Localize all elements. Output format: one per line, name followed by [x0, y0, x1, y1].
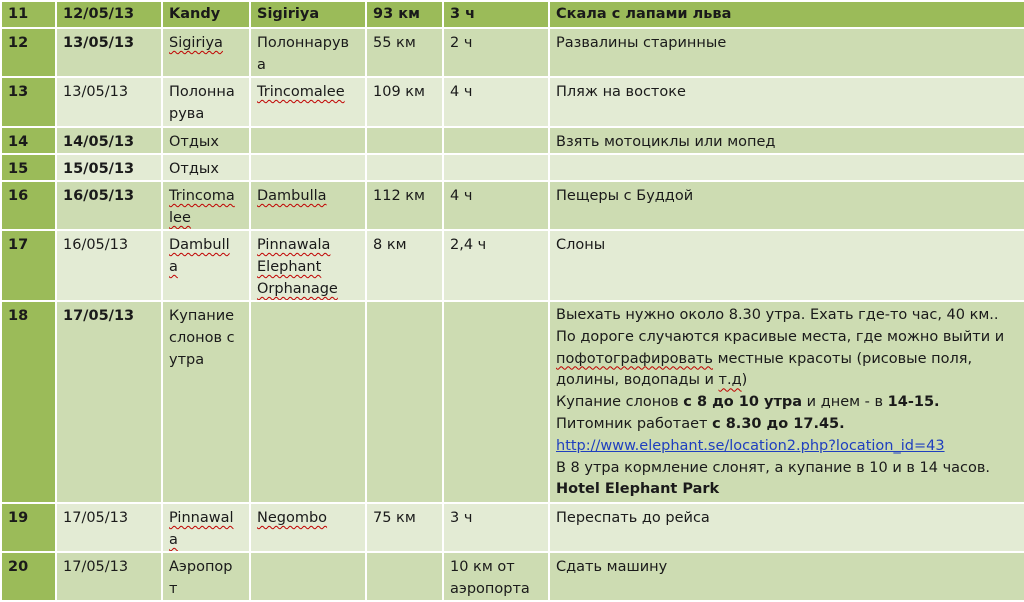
from-cell [162, 28, 250, 77]
row-number: 11 [1, 1, 56, 28]
note-line: В 8 утра кормление слонят, а купание в 10 и в 14 часов. [556, 459, 991, 476]
row-number: 20 [1, 552, 56, 601]
from-cell: Отдых [162, 154, 250, 181]
date-cell: 15/05/13 [56, 154, 162, 181]
hotel-name: Hotel Elephant Park [556, 481, 720, 498]
table-header-row [1, 1, 1024, 28]
table-row [1, 154, 1024, 181]
note-line [556, 392, 1018, 414]
note-cell: Переспать до рейса [549, 503, 1024, 552]
to-text: Trincomalee [257, 84, 345, 100]
note-line: Выехать нужно около 8.30 утра. Ехать где-то час, 40 км.. [556, 307, 999, 323]
note-fragment: 14-15. [887, 394, 940, 411]
row-number: 18 [1, 301, 56, 503]
row-number: 15 [1, 154, 56, 181]
note-fragment: т.д [718, 372, 742, 389]
table-row [1, 28, 1024, 77]
note-fragment: ) [741, 372, 748, 389]
to-cell [250, 301, 366, 503]
date-cell: 12/05/13 [56, 1, 162, 28]
time-cell: 3 ч [443, 503, 549, 552]
row-number: 16 [1, 181, 56, 230]
time-cell: 3 ч [443, 1, 549, 28]
note-fragment: с 8.30 до 17.45. [712, 415, 845, 432]
row-number: 17 [1, 230, 56, 301]
table-row [1, 552, 1024, 601]
note-cell: Пляж на востоке [549, 77, 1024, 127]
time-cell [443, 154, 549, 181]
distance-cell [366, 301, 443, 503]
time-cell: 4 ч [443, 77, 549, 127]
distance-cell: 93 км [366, 1, 443, 28]
time-cell [443, 301, 549, 503]
note-fragment: и днем - в [802, 394, 888, 411]
date-cell: 13/05/13 [56, 28, 162, 77]
note-cell [549, 154, 1024, 181]
row-number: 14 [1, 127, 56, 154]
from-text: Dambull a [169, 237, 230, 275]
note-line: По дороге случаются красивые места, где можно выйти и [556, 328, 1005, 345]
note-cell [549, 301, 1024, 503]
from-text: Pinnawal a [169, 510, 234, 548]
note-line [556, 436, 1018, 458]
from-cell [162, 503, 250, 552]
table-row [1, 181, 1024, 230]
time-cell: 2 ч [443, 28, 549, 77]
date-cell: 17/05/13 [56, 552, 162, 601]
elephant-site-link[interactable]: http://www.elephant.se/location2.php?location_id=43 [556, 437, 945, 454]
to-cell [250, 503, 366, 552]
note-line [556, 349, 1018, 371]
note-fragment: с 8 до 10 утра [683, 394, 803, 411]
table-row [1, 77, 1024, 127]
date-cell: 16/05/13 [56, 181, 162, 230]
note-cell: Взять мотоциклы или мопед [549, 127, 1024, 154]
to-cell [250, 230, 366, 301]
to-cell [250, 181, 366, 230]
note-cell: Слоны [549, 230, 1024, 301]
from-cell [162, 230, 250, 301]
table-row [1, 503, 1024, 552]
table-row [1, 230, 1024, 301]
from-cell: Отдых [162, 127, 250, 154]
to-cell: Sigiriya [250, 1, 366, 28]
to-text: Pinnawala Elephant Orphanage [257, 237, 338, 297]
time-cell: 2,4 ч [443, 230, 549, 301]
from-text: Trincoma lee [169, 188, 235, 226]
note-fragment: Питомник работает [556, 415, 713, 432]
to-text: Dambulla [257, 188, 327, 204]
time-cell: 10 км от аэропорта [443, 552, 549, 601]
to-cell [250, 77, 366, 127]
date-cell: 14/05/13 [56, 127, 162, 154]
distance-cell: 109 км [366, 77, 443, 127]
distance-cell: 112 км [366, 181, 443, 230]
distance-cell [366, 154, 443, 181]
distance-cell [366, 552, 443, 601]
distance-cell: 8 км [366, 230, 443, 301]
to-cell [250, 154, 366, 181]
note-cell: Пещеры с Буддой [549, 181, 1024, 230]
note-line [556, 414, 1018, 436]
time-cell [443, 127, 549, 154]
note-cell: Скала с лапами льва [549, 1, 1024, 28]
note-fragment: местные красоты (рисовые поля, [712, 350, 973, 367]
note-cell: Развалины старинные [549, 28, 1024, 77]
to-cell [250, 552, 366, 601]
date-cell: 17/05/13 [56, 503, 162, 552]
date-cell: 16/05/13 [56, 230, 162, 301]
row-number: 12 [1, 28, 56, 77]
note-fragment: долины, водопады и [556, 372, 719, 389]
distance-cell [366, 127, 443, 154]
table-row [1, 301, 1024, 503]
from-cell: Аэропор т [162, 552, 250, 601]
from-cell [162, 181, 250, 230]
to-cell [250, 127, 366, 154]
note-line [556, 370, 1018, 392]
from-cell: Купание слонов с утра [162, 301, 250, 503]
from-text: Sigiriya [169, 35, 223, 51]
to-text: Negombo [257, 510, 328, 526]
distance-cell: 75 км [366, 503, 443, 552]
time-cell: 4 ч [443, 181, 549, 230]
from-cell: Полонна рува [162, 77, 250, 127]
note-fragment: Купание слонов [556, 394, 684, 411]
distance-cell: 55 км [366, 28, 443, 77]
row-number: 13 [1, 77, 56, 127]
to-cell: Полоннарув а [250, 28, 366, 77]
table-row [1, 127, 1024, 154]
date-cell: 13/05/13 [56, 77, 162, 127]
date-cell: 17/05/13 [56, 301, 162, 503]
row-number: 19 [1, 503, 56, 552]
from-cell: Kandy [162, 1, 250, 28]
note-fragment: пофотографировать [556, 350, 713, 367]
note-cell: Сдать машину [549, 552, 1024, 601]
